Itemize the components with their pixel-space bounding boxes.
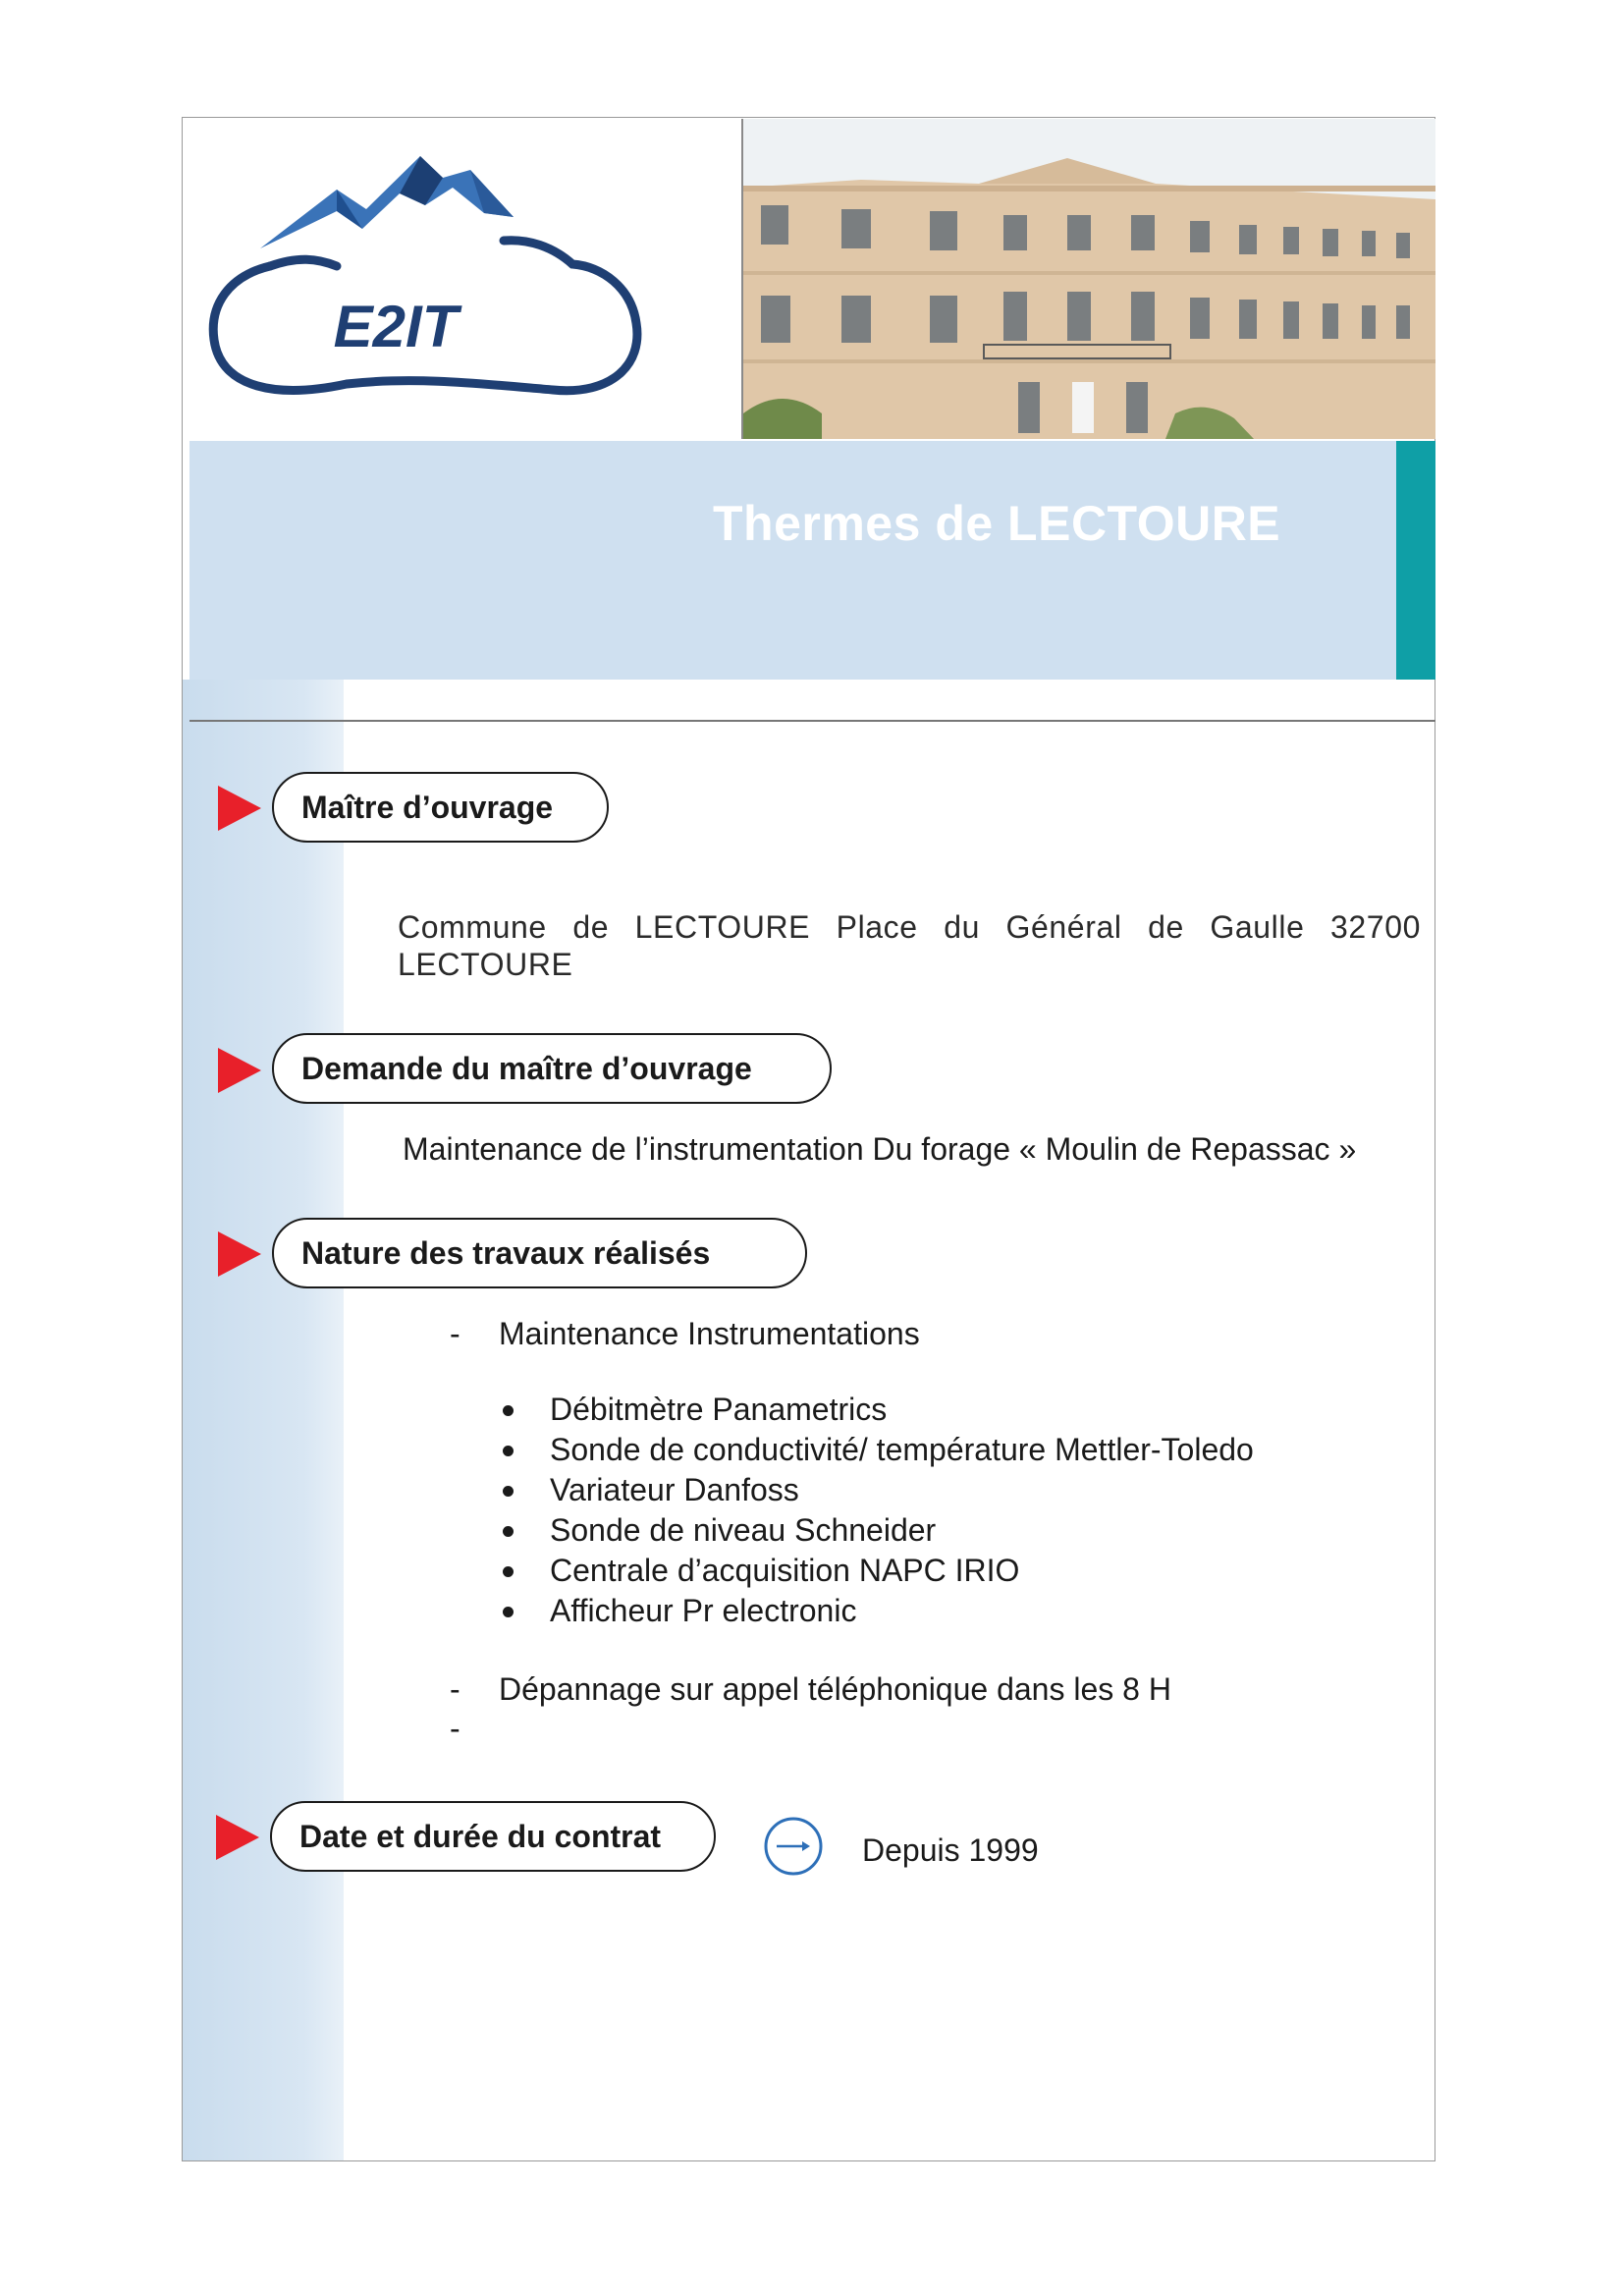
section-label-nature: Nature des travaux réalisés — [272, 1218, 807, 1288]
demande-text: Maintenance de l’instrumentation Du forage « Moulin de Repassac » — [403, 1131, 1357, 1167]
red-arrow-icon — [216, 1815, 259, 1860]
contract-duration: Depuis 1999 — [862, 1832, 1039, 1868]
red-arrow-icon — [218, 786, 261, 831]
project-title: Thermes de LECTOURE — [713, 496, 1281, 551]
section-label-contrat: Date et durée du contrat — [270, 1801, 716, 1872]
building-photo — [743, 119, 1435, 439]
list-item: Centrale d’acquisition NAPC IRIO — [491, 1551, 1254, 1591]
company-logo — [189, 119, 741, 439]
title-banner — [189, 441, 1396, 680]
left-side-strip — [183, 680, 344, 2160]
section-label-demande: Demande du maître d’ouvrage — [272, 1033, 832, 1104]
section-separator — [189, 720, 1435, 722]
banner-accent-bar — [1396, 441, 1435, 680]
red-arrow-icon — [218, 1048, 261, 1093]
list-item: Sonde de conductivité/ température Mettler-Toledo — [491, 1430, 1254, 1470]
section-label-maitre-ouvrage: Maître d’ouvrage — [272, 772, 609, 843]
list-item: Afficheur Pr electronic — [491, 1591, 1254, 1631]
logo-text: E2IT — [333, 294, 459, 359]
clock-icon — [763, 1816, 824, 1877]
list-item: Débitmètre Panametrics — [491, 1390, 1254, 1430]
list-item: Variateur Danfoss — [491, 1470, 1254, 1510]
instrument-list — [491, 1390, 1254, 1631]
maitre-ouvrage-text: Commune de LECTOURE Place du Général de Gaulle 32700 LECTOURE — [398, 909, 1421, 982]
red-arrow-icon — [218, 1231, 261, 1277]
list-item: Sonde de niveau Schneider — [491, 1510, 1254, 1551]
